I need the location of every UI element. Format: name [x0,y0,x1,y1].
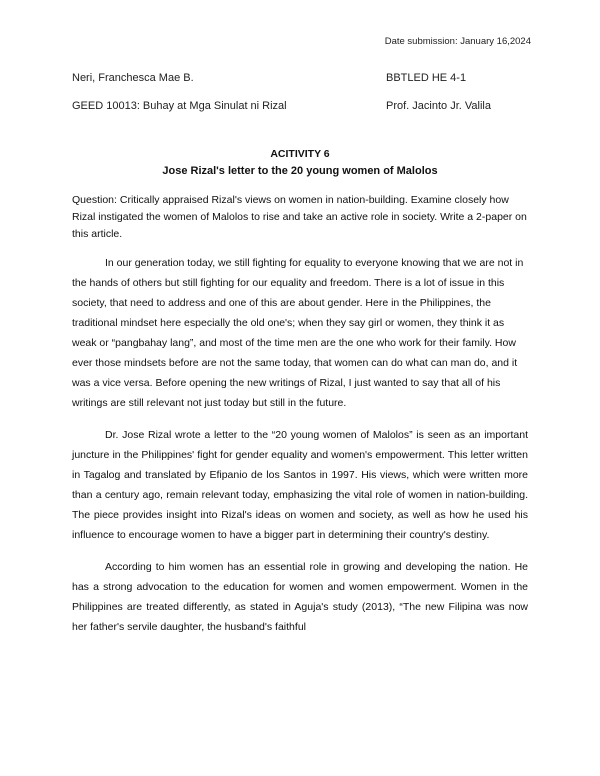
paragraph-2: Dr. Jose Rizal wrote a letter to the “20 young women of Malolos” is seen as an important juncture in the Philippines' fight for gender equality and women's empowerment. This letter written in Tagalog and translated by Efipanio de los Santos in 1997. His views, which were written more than a century ago, remain relevant today, emphasizing the vital role of women in nation-building. The piece provides insight into Rizal's ideas on women and society, as well as how he used his influence to encourage women to have a bigger part in determining their country's destiny. [72,429,528,541]
document-body [72,192,528,649]
professor-name: Prof. Jacinto Jr. Valila [386,100,491,112]
document-title: Jose Rizal's letter to the 20 young women of Malolos [162,165,438,177]
paragraph-3: According to him women has an essential role in growing and developing the nation. He has a strong advocation to the education for women and women empowerment. Women in the Philippines are treated differently, as stated in Aguja's study (2013), “The new Filipina was now her father's servile daughter, the husband's faithful [72,561,528,633]
student-name: Neri, Franchesca Mae B. [72,72,194,84]
activity-label: ACITIVITY 6 [270,148,330,160]
course-name: GEED 10013: Buhay at Mga Sinulat ni Rizal [72,100,287,112]
date-submission: Date submission: January 16,2024 [384,36,531,47]
paragraph-1: In our generation today, we still fighting for equality to everyone knowing that we are not in the hands of others but still fighting for our equality and freedom. There is a lot of issue in this society, that need to address and one of this are about gender. Here in the Philippines, the traditional mindset here especially the old one's; when they say girl or women, they think it as weak or “pangbahay lang”, and most of the time men are the one who work for their family. How ever those mindsets before are not the same today, that women can do what can man do, and it was a vice versa. Before opening the new writings of Rizal, I just wanted to say that all of his writings are still relevant not just today but still in the future. [72,257,524,409]
student-section: BBTLED HE 4-1 [386,72,467,84]
question-text: Question: Critically appraised Rizal's views on women in nation-building. Examine closely how Rizal instigated the women of Malolos to rise and take an active role in society. Write a 2-paper on this article. [72,194,527,240]
